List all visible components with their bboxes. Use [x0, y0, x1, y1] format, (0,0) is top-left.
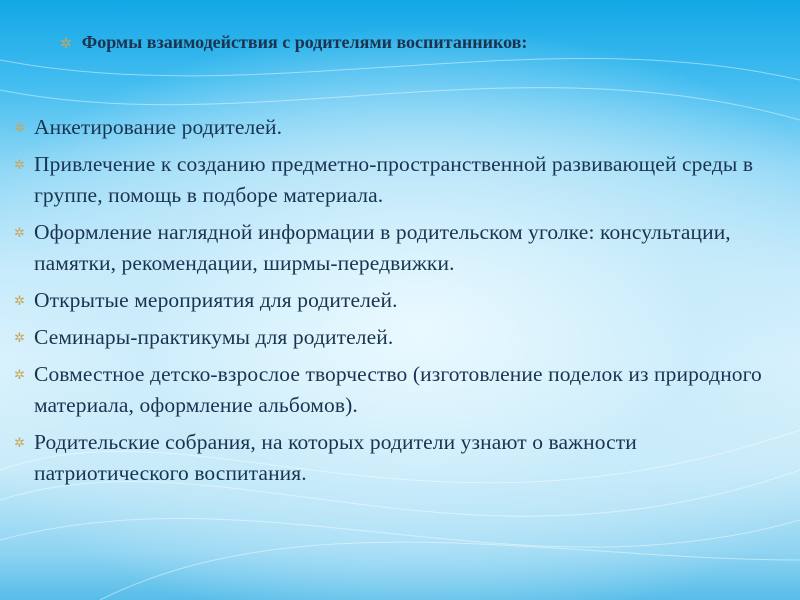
- bullet-icon: ✲: [14, 225, 25, 240]
- list-item: [14, 112, 789, 143]
- bullet-icon: ✲: [14, 330, 25, 345]
- list-item-text: Анкетирование родителей.: [34, 115, 283, 139]
- bullet-icon: ✲: [14, 157, 25, 172]
- list-item: [14, 359, 789, 421]
- list-item: [14, 217, 789, 279]
- content-list: [14, 112, 789, 495]
- slide-title-text: Формы взаимодействия с родителями воспитанников:: [81, 32, 528, 52]
- slide-title: [60, 32, 780, 53]
- list-item: [14, 322, 789, 353]
- list-item: [14, 149, 789, 211]
- list-item-text: Родительские собрания, на которых родители узнают о важности патриотического воспитания.: [34, 430, 637, 485]
- title-bullet-icon: ✲: [60, 37, 72, 52]
- bullet-icon: ✲: [14, 367, 25, 382]
- bullet-icon: ✲: [14, 293, 25, 308]
- list-item-text: Оформление наглядной информации в родительском уголке: консультации, памятки, рекомендации, ширмы-передвижки.: [34, 220, 731, 275]
- list-item: [14, 285, 789, 316]
- list-item-text: Открытые мероприятия для родителей.: [34, 288, 398, 312]
- list-item: [14, 427, 789, 489]
- bullet-icon: ✲: [14, 435, 25, 450]
- list-item-text: Привлечение к созданию предметно-пространственной развивающей среды в группе, помощь в подборе материала.: [34, 152, 754, 207]
- bullet-icon: ✲: [14, 120, 25, 135]
- list-item-text: Совместное детско-взрослое творчество (изготовление поделок из природного материала, оформление альбомов).: [34, 362, 762, 417]
- list-item-text: Семинары-практикумы для родителей.: [34, 325, 394, 349]
